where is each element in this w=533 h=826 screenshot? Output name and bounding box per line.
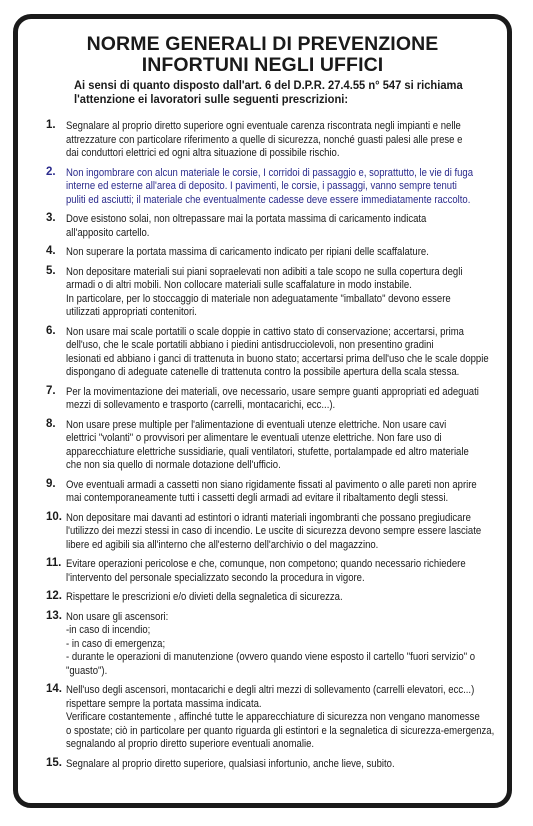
rule-line-text: rispettare sempre la portata massima indicata.: [66, 697, 262, 710]
rule-line-text: Segnalare al proprio diretto superiore, qualsiasi infortunio, anche lieve, subito.: [66, 757, 395, 770]
rule-line: [66, 120, 497, 134]
rule-line-text: o spostate; ciò in particolare per quanto riguarda gli estintori e la segnaletica di sicurezza-emergenza,: [66, 724, 495, 737]
rule-line-text: Non depositare mai davanti ad estintori o idranti materiali ingombranti che possano pregiudicare: [66, 511, 471, 524]
rule-line: [66, 684, 497, 698]
rule-line: [66, 446, 497, 460]
rule-line-text: Non usare mai scale portatili o scale doppie in cattivo stato di conservazione; accertarsi, prima: [66, 325, 464, 338]
rule-number: 7.: [46, 384, 56, 397]
rule-item: [18, 419, 507, 473]
rule-line-text: Non depositare materiali sui piani sopraelevati non adibiti a tale scopo ne sulla copertura degli: [66, 265, 463, 278]
rule-number: 11.: [46, 557, 62, 569]
rule-line-text: libere ed agibili sia all'interno che all'esterno dell'archivio o del magazzino.: [66, 538, 379, 551]
rule-number: 13.: [46, 609, 62, 622]
rule-line-text: mai contemporaneamente tutti i cassetti degli armadi ad evitare il ribaltamento degli stessi.: [66, 492, 449, 504]
rule-line: [66, 558, 497, 572]
rule-line: [66, 539, 497, 553]
rule-line-text: mezzi di sollevamento e trasporto (carrelli, montacarichi, ecc...).: [66, 399, 336, 411]
rule-line-text: Non superare la portata massima di caricamento indicato per ripiani delle scaffalature.: [66, 246, 429, 258]
rule-item: [18, 246, 507, 260]
rule-line-text: "guasto").: [66, 664, 108, 677]
rule-number: 6.: [46, 324, 56, 337]
rule-line-text: all'apposito cartello.: [66, 226, 150, 239]
rule-number: 15.: [46, 756, 62, 769]
sign-title: [18, 34, 507, 76]
rule-line-text: - in caso di emergenza;: [66, 637, 166, 650]
rule-line: [66, 339, 497, 353]
rule-line-text: che non sia quello di normale dotazione dell'ufficio.: [66, 459, 281, 471]
rule-line-text: attrezzature con particolare riferimento a quelle di sicurezza, nonché guasti palesi alle prese e: [66, 133, 463, 146]
rule-line-text: utilizzati appropriati contenitori.: [66, 306, 197, 318]
rule-line-text: Verificare costantemente , affinché tutte le apparecchiature di sicurezza non vengano manomesse: [66, 711, 480, 723]
rule-number: 2.: [46, 165, 56, 178]
rule-number: 8.: [46, 417, 56, 430]
rule-line: [66, 611, 497, 625]
rule-number: 14.: [46, 683, 62, 695]
rule-line: [66, 147, 497, 161]
rule-line: [66, 711, 497, 725]
rule-line: [66, 366, 497, 380]
rule-line-text: -in caso di incendio;: [66, 624, 151, 636]
rule-item: [18, 213, 507, 240]
rule-item: [18, 611, 507, 679]
rule-line: [66, 665, 497, 679]
rule-line: [66, 266, 497, 280]
rule-line-text: dai conduttori elettrici ed ogni altra situazione di possibile rischio.: [66, 147, 340, 159]
rule-line-text: Dove esistono solai, non oltrepassare mai la portata massima di caricamento indicata: [66, 213, 427, 225]
rule-line: [66, 399, 497, 413]
rule-line: [66, 479, 497, 493]
rule-line: [66, 725, 497, 739]
rule-line: [66, 386, 497, 400]
rule-line-text: Non usare gli ascensori:: [66, 610, 169, 623]
rule-item: [18, 479, 507, 506]
rule-line-text: elettrici "volanti" o provvisori per alimentare le eventuali utenze elettriche. Non fare uso di: [66, 432, 442, 444]
rule-item: [18, 120, 507, 161]
rule-number: 4.: [46, 245, 56, 257]
rule-line: [66, 492, 497, 506]
rules-list: [18, 120, 507, 771]
rule-line: [66, 246, 497, 260]
rule-line: [66, 306, 497, 320]
rule-line: [66, 293, 497, 307]
rule-number: 5.: [46, 264, 56, 277]
rule-line-text: dispongano di adeguate catenelle di trattenuta contro la possibile apertura della scala stessa.: [66, 366, 460, 378]
rule-item: [18, 758, 507, 772]
subtitle-line-1-text: Ai sensi di quanto disposto dall'art. 6 del D.P.R. 27.4.55 n° 547 si richiama: [74, 78, 463, 92]
rule-line: [66, 512, 497, 526]
rule-line: [66, 167, 497, 181]
subtitle-line-2-text: l'attenzione ei lavoratori sulle seguenti prescrizioni:: [74, 91, 349, 106]
rule-line-text: Non usare prese multiple per l'alimentazione di eventuali utenze elettriche. Non usare cavi: [66, 418, 447, 431]
rule-line: [66, 213, 497, 227]
rule-item: [18, 386, 507, 413]
rule-line-text: Per la movimentazione dei materiali, ove necessario, usare sempre guanti appropriati ed adeguati: [66, 385, 479, 398]
subtitle-line-2: [74, 93, 499, 107]
rule-line-text: In particolare, per lo stoccaggio di materiale non adeguatamente "imballato" devono essere: [66, 292, 451, 305]
sign-subtitle: [18, 79, 507, 106]
subtitle-line-1: [74, 79, 499, 93]
rule-number: 3.: [46, 212, 56, 224]
rule-line: [66, 326, 497, 340]
rule-number: 12.: [46, 590, 62, 602]
rule-item: [18, 326, 507, 380]
rule-line-text: Non ingombrare con alcun materiale le corsie, I corridoi di passaggio e, soprattutto, le vie di fuga: [66, 166, 474, 179]
rule-line: [66, 591, 497, 605]
title-line-2: INFORTUNI NEGLI UFFICI: [141, 54, 384, 76]
rule-line: [66, 194, 497, 208]
rule-line-text: Rispettare le prescrizioni e/o divieti della segnaletica di sicurezza.: [66, 591, 343, 603]
rule-line: [66, 698, 497, 712]
rule-line-text: dell'uso, che le scale portatili abbiano i piedini antisdrucciolevoli, non presentino gradini: [66, 339, 434, 351]
rule-line: [66, 419, 497, 433]
rule-line: [66, 459, 497, 473]
rule-line-text: armadi o di altri mobili. Non collocare materiali sulle scaffalature in modo instabile.: [66, 279, 412, 291]
rule-line: [66, 738, 497, 752]
rule-line: [66, 432, 497, 446]
safety-sign: [13, 14, 512, 808]
rule-line: [66, 525, 497, 539]
rule-line-text: - durante le operazioni di manutenzione (ovvero quando viene esposto il cartello "fuori servizio" o: [66, 651, 476, 663]
rule-number: 9.: [46, 477, 56, 490]
rule-line: [66, 353, 497, 367]
rule-line-text: Evitare operazioni pericolose e che, comunque, non competono; quando necessario richiedere: [66, 558, 466, 570]
rule-line: [66, 227, 497, 241]
rule-line-text: Ove eventuali armadi a cassetti non siano rigidamente fissati al pavimento o alle pareti non aprire: [66, 478, 477, 491]
rule-line-text: interne ed esterne all'area di deposito. I pavimenti, le corsie, i passaggi, vanno sempre tenuti: [66, 180, 457, 192]
rule-line: [66, 279, 497, 293]
rule-line-text: l'intervento del personale specializzato secondo la procedura in vigore.: [66, 571, 365, 584]
rule-item: [18, 591, 507, 605]
rule-line-text: lesionati ed abbiano i ganci di trattenuta in buono stato; accertarsi prima dell'uso che le scale doppie: [66, 352, 489, 365]
rule-item: [18, 512, 507, 553]
rule-line-text: puliti ed asciutti; il materiale che eventualmente cadesse deve essere immediatamente raccolto.: [66, 193, 471, 206]
rule-item: [18, 558, 507, 585]
rule-line: [66, 572, 497, 586]
title-line-1: NORME GENERALI DI PREVENZIONE: [86, 33, 439, 55]
rule-line-text: segnalando al proprio diretto superiore eventuali anomalie.: [66, 738, 315, 750]
rule-item: [18, 266, 507, 320]
rule-line: [66, 758, 497, 772]
rule-line-text: Nell'uso degli ascensori, montacarichi e degli altri mezzi di sollevamento (carrelli elevatori, ecc...): [66, 684, 475, 696]
rule-line: [66, 651, 497, 665]
rule-line-text: l'utilizzo dei mezzi stessi in caso di incendio. Le uscite di sicurezza devono sempre essere lasciate: [66, 525, 482, 537]
rule-line-text: Segnalare al proprio diretto superiore ogni eventuale carenza riscontrata negli impianti e nelle: [66, 120, 461, 132]
rule-line: [66, 624, 497, 638]
rule-line: [66, 638, 497, 652]
rule-item: [18, 684, 507, 752]
rule-line: [66, 134, 497, 148]
rule-number: 10.: [46, 510, 62, 523]
rule-line-text: apparecchiature elettriche sussidiarie, quali ventilatori, stufette, portalampade ed altro materiale: [66, 445, 469, 458]
rule-line: [66, 180, 497, 194]
rule-number: 1.: [46, 119, 56, 131]
rule-item: [18, 167, 507, 208]
